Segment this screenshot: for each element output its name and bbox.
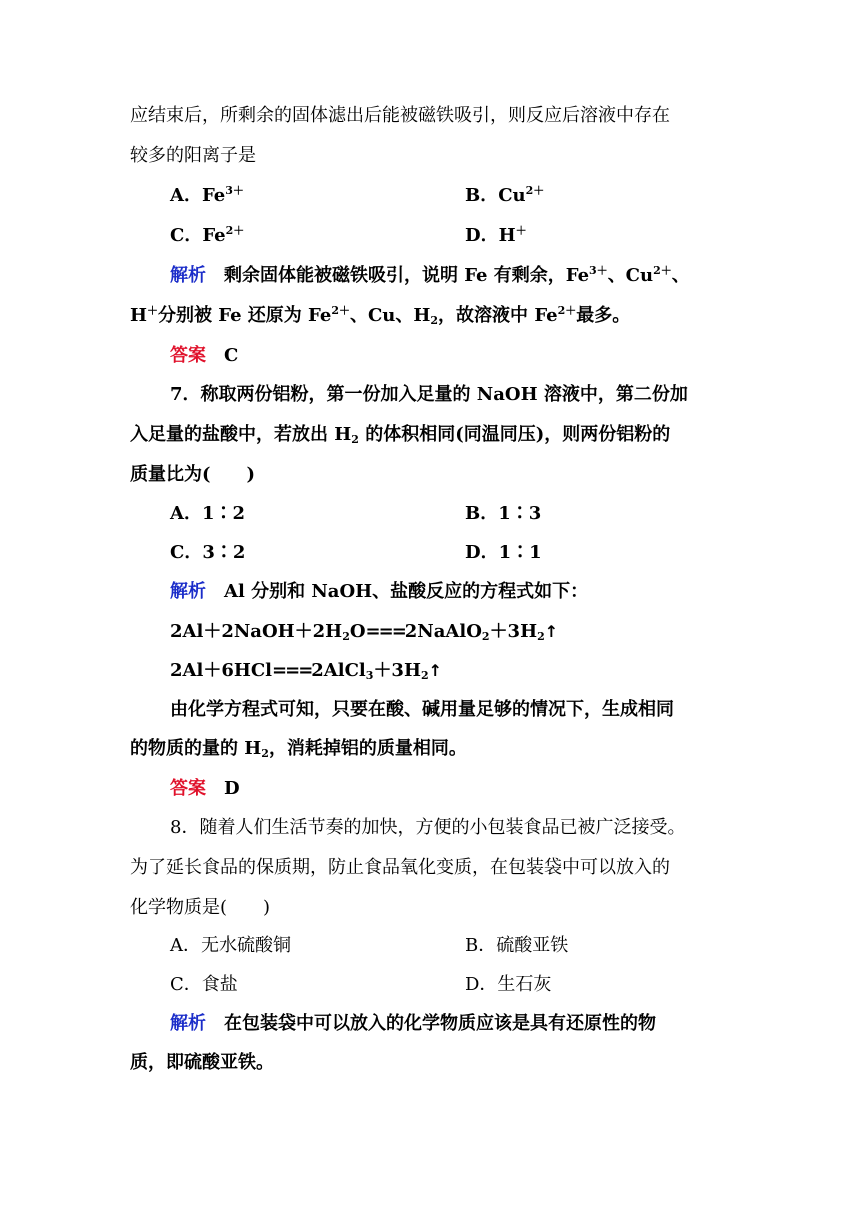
q7-equation-1: $2Al+2NaOH+2H_2O===2NaAlO_2+3H_2↑$ (170, 621, 559, 643)
answer-label: 答案 (170, 778, 206, 799)
q7-stem-line2: 入足量的盐酸中，若放出 $H_2$ 的体积相同(同温同压)，则两份铝粉的 (130, 424, 671, 446)
q6-analysis-line2: H＋分别被 Fe 还原为 $Fe^{2+}$、Cu、$H_2$，故溶液中 $Fe^{2+}$最多。 (130, 304, 631, 327)
q6-stem-line1: 应结束后，所剩余的固体滤出后能被磁铁吸引，则反应后溶液中存在 (130, 105, 670, 126)
q8-option-b: B．硫酸亚铁 (465, 935, 569, 956)
analysis-label: 解析 (170, 265, 206, 286)
q7-option-c: C．3∶2 (170, 542, 246, 563)
q6-option-c: C．$Fe^{2+}$ (170, 224, 245, 246)
up-arrow-icon: ↑ (544, 622, 559, 641)
q8-stem-line1: 8．随着人们生活节奏的加快，方便的小包装食品已被广泛接受。 (170, 817, 686, 838)
q8-analysis-line1: 解析 在包装袋中可以放入的化学物质应该是具有还原性的物 (170, 1013, 656, 1034)
answer-value: D (224, 778, 240, 799)
q8-stem-line2: 为了延长食品的保质期，防止食品氧化变质，在包装袋中可以放入的 (130, 857, 670, 878)
q6-option-d: D．H＋ (465, 224, 527, 246)
q6-option-a: A．$Fe^{3+}$ (170, 184, 244, 206)
q6-answer (170, 344, 238, 368)
q8-option-a: A．无水硫酸铜 (170, 935, 291, 956)
q7-analysis-line3: 的物质的量的 $H_2$，消耗掉铝的质量相同。 (130, 738, 467, 760)
q7-stem-line3: 质量比为( ) (130, 464, 256, 485)
q8-analysis-line2: 质，即硫酸亚铁。 (130, 1052, 274, 1073)
q8-option-c: C．食盐 (170, 974, 238, 995)
analysis-label: 解析 (170, 1013, 206, 1034)
q7-option-d: D．1∶1 (465, 542, 542, 563)
q7-option-b: B．1∶3 (465, 503, 542, 524)
q7-stem-line1: 7．称取两份铝粉，第一份加入足量的 NaOH 溶液中，第二份加 (170, 384, 688, 405)
q7-option-a: A．1∶2 (170, 503, 246, 524)
answer-value: C (224, 345, 239, 366)
analysis-label: 解析 (170, 581, 206, 602)
q6-stem-line2: 较多的阳离子是 (130, 145, 256, 166)
answer-label: 答案 (170, 345, 206, 366)
q8-option-d: D．生石灰 (465, 974, 552, 995)
q6-analysis-line1: 解析 剩余固体能被磁铁吸引，说明 Fe 有剩余，$Fe^{3+}$、$Cu^{2+}$、 (170, 264, 690, 286)
up-arrow-icon: ↑ (428, 661, 443, 680)
q7-equation-2: $2Al+6HCl===2AlCl_3+3H_2↑$ (170, 660, 443, 682)
q8-stem-line3: 化学物质是( ) (130, 897, 271, 918)
q6-option-b: B．$Cu^{2+}$ (465, 184, 545, 206)
q7-answer (170, 777, 240, 801)
q7-analysis-line2: 由化学方程式可知，只要在酸、碱用量足够的情况下，生成相同 (170, 699, 674, 720)
q7-analysis-line1: 解析 Al 分别和 NaOH、盐酸反应的方程式如下： (170, 581, 589, 602)
